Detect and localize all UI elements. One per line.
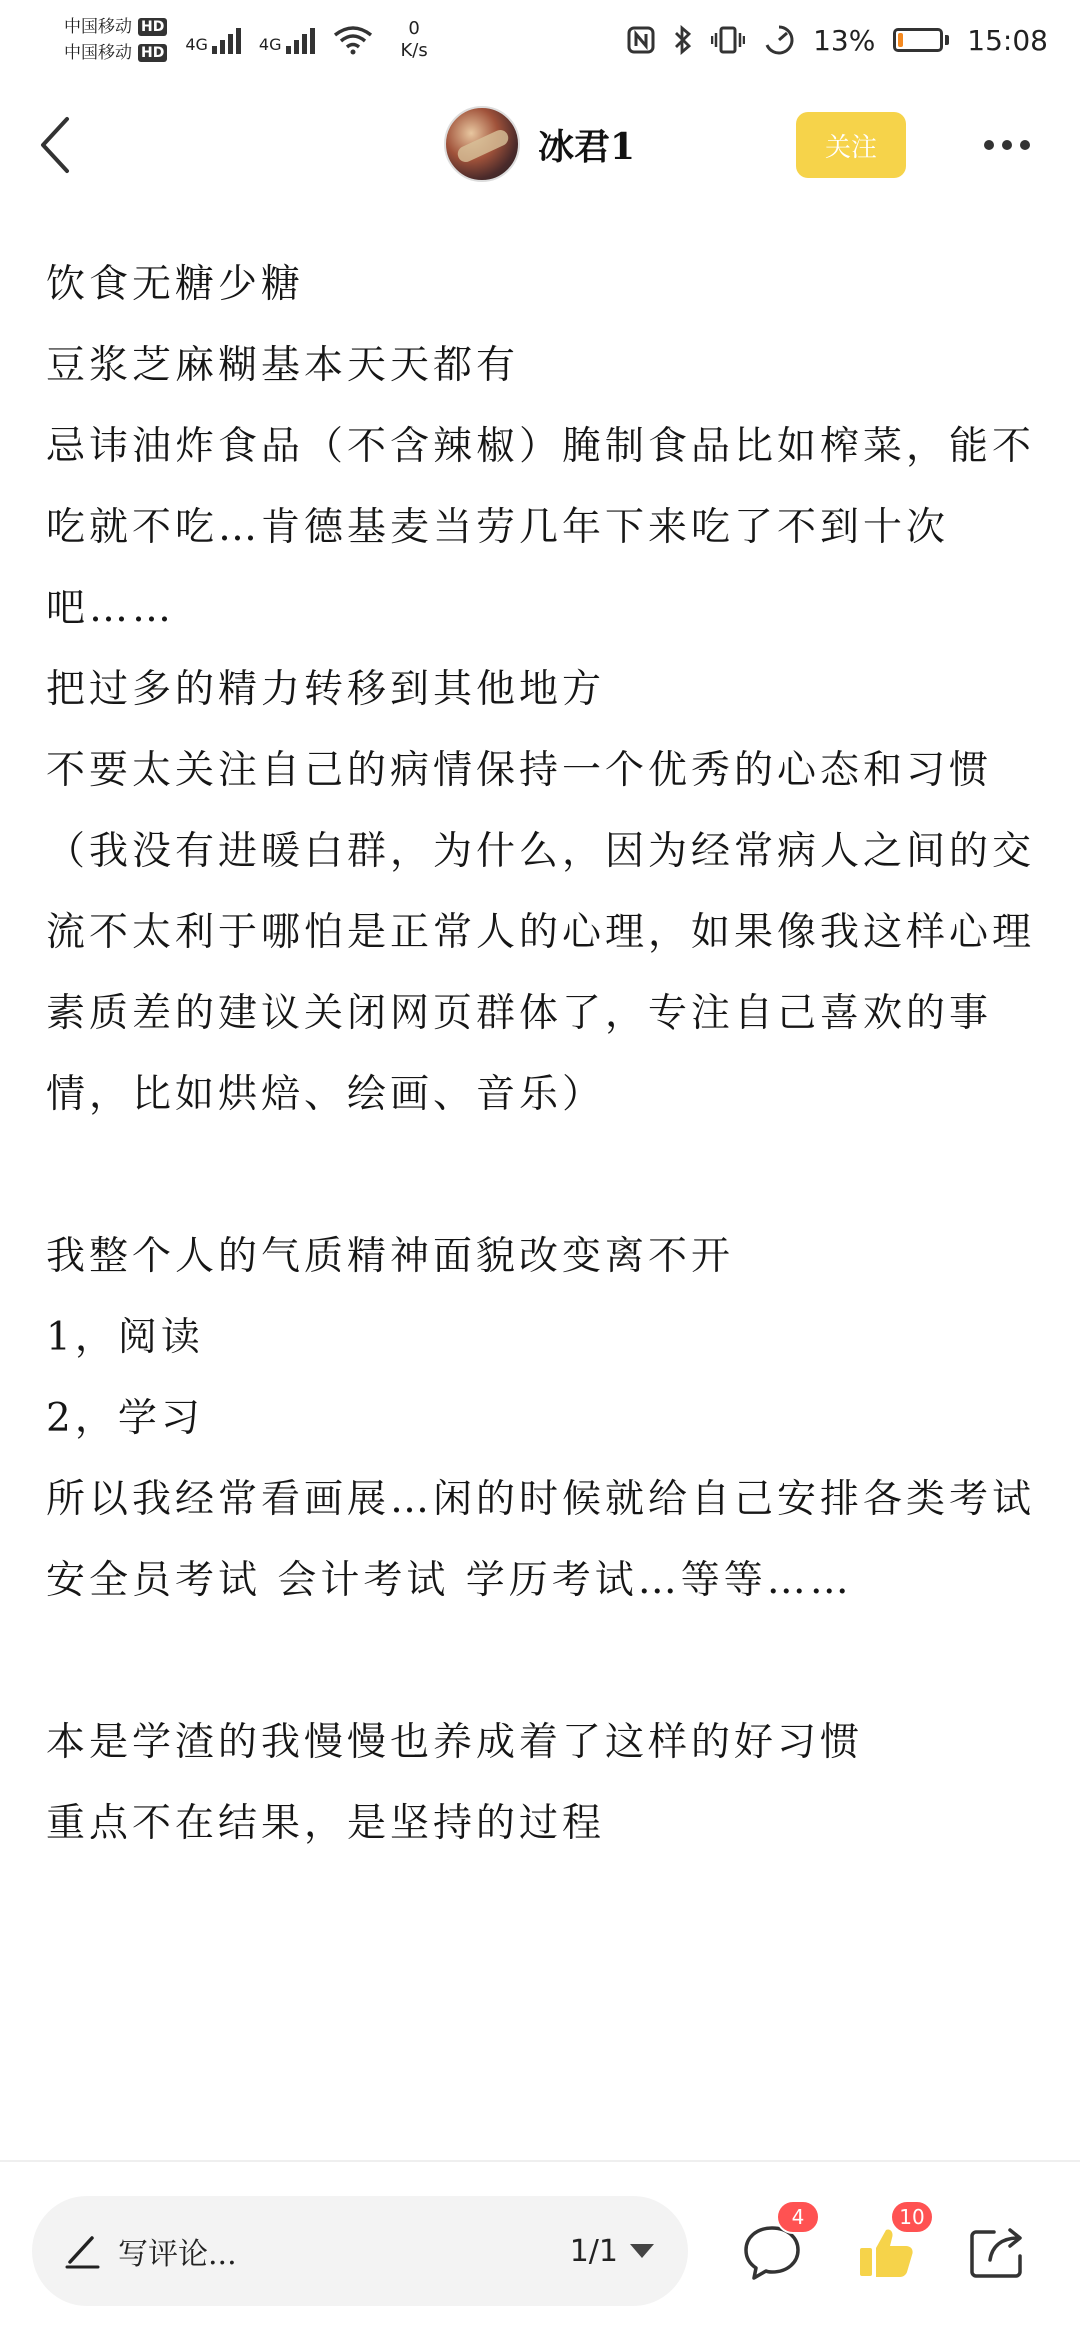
- article-line: 重点不在结果，是坚持的过程: [46, 1801, 606, 1846]
- signal-2: [259, 26, 315, 54]
- network-type-1: 4G: [185, 35, 208, 54]
- network-speed: [401, 18, 428, 62]
- more-options-button[interactable]: [972, 120, 1042, 170]
- chevron-left-icon: [37, 115, 71, 175]
- vibrate-icon: [711, 25, 745, 55]
- article-line: 忌讳油炸食品（不含辣椒）腌制食品比如榨菜，能不吃就不吃…肯德基麦当劳几年下来吃了不到十次吧……: [46, 424, 1036, 631]
- article-line: 本是学渣的我慢慢也养成着了这样的好习惯: [46, 1720, 864, 1765]
- back-button[interactable]: [24, 112, 84, 178]
- article-line: 所以我经常看画展…闲的时候就给自己安排各类考试: [46, 1477, 1036, 1522]
- battery-shell: [893, 28, 943, 52]
- article-header: [0, 90, 1080, 200]
- avatar[interactable]: [444, 106, 520, 182]
- article-line: 安全员考试 会计考试 学历考试…等等……: [46, 1558, 853, 1603]
- comments-button[interactable]: [734, 2205, 810, 2290]
- carrier-1: [64, 16, 167, 38]
- status-right: [627, 24, 1048, 57]
- article-line: 豆浆芝麻糊基本天天都有: [46, 343, 520, 388]
- follow-button[interactable]: 关注: [796, 112, 906, 178]
- network-type-2: 4G: [258, 35, 282, 54]
- bluetooth-icon: [673, 25, 693, 55]
- author-name[interactable]: 冰君1: [538, 125, 636, 168]
- page-indicator[interactable]: 1/1: [569, 2233, 618, 2269]
- article-line: 不要太关注自己的病情保持一个优秀的心态和习惯: [46, 748, 993, 793]
- carrier-1-name: 中国移动: [64, 17, 132, 37]
- status-bar: [0, 0, 1080, 80]
- article-line: 把过多的精力转移到其他地方: [46, 667, 606, 712]
- author-info[interactable]: [444, 106, 635, 182]
- article-line: 2，学习: [46, 1396, 204, 1441]
- article-line: 1，阅读: [46, 1315, 204, 1360]
- data-saver-icon: [763, 24, 795, 56]
- battery-icon: [893, 28, 949, 52]
- signal-bars-icon: [212, 26, 241, 54]
- battery-nub: [945, 35, 949, 45]
- article-blank-line: [46, 1135, 1046, 1216]
- comment-input[interactable]: [32, 2196, 688, 2306]
- share-icon: [968, 2224, 1028, 2280]
- carrier-2: [64, 42, 167, 64]
- dot-icon: [1002, 140, 1012, 150]
- speed-value: 0: [408, 18, 420, 39]
- carriers: [64, 16, 167, 64]
- carrier-2-name: 中国移动: [64, 43, 132, 63]
- like-button[interactable]: [848, 2205, 925, 2290]
- hd-badge-1: HD: [138, 18, 167, 36]
- share-button[interactable]: [960, 2214, 1036, 2290]
- signal-bars-icon: [286, 26, 315, 54]
- signal-1: [185, 26, 241, 54]
- hd-badge-2: HD: [138, 44, 167, 62]
- nfc-icon: [627, 26, 655, 54]
- pen-icon: [64, 2232, 102, 2270]
- battery-fill: [898, 33, 903, 47]
- bottom-divider: [0, 2160, 1080, 2162]
- status-left: [64, 16, 428, 64]
- battery-percent: 13%: [813, 23, 876, 57]
- article-line: （我没有进暖白群，为什么，因为经常病人之间的交流不太利于哪怕是正常人的心理，如果像我这样心理素质差的建议关闭网页群体了，专注自己喜欢的事情，比如烘焙、绘画、音乐）: [46, 829, 1036, 1117]
- dot-icon: [1020, 140, 1030, 150]
- caret-down-icon[interactable]: [630, 2244, 654, 2258]
- comment-placeholder[interactable]: 写评论...: [118, 2237, 237, 2272]
- dot-icon: [984, 140, 994, 150]
- comment-count-badge: 4: [776, 2200, 820, 2234]
- article-body: [46, 244, 1046, 1864]
- article-line: 饮食无糖少糖: [46, 262, 305, 307]
- article-line: 我整个人的气质精神面貌改变离不开: [46, 1234, 735, 1279]
- wifi-icon: [333, 25, 373, 55]
- article-blank-line: [46, 1621, 1046, 1702]
- speed-unit: K/s: [400, 40, 428, 61]
- like-count-badge: 10: [890, 2200, 934, 2234]
- clock: 15:08: [967, 23, 1048, 57]
